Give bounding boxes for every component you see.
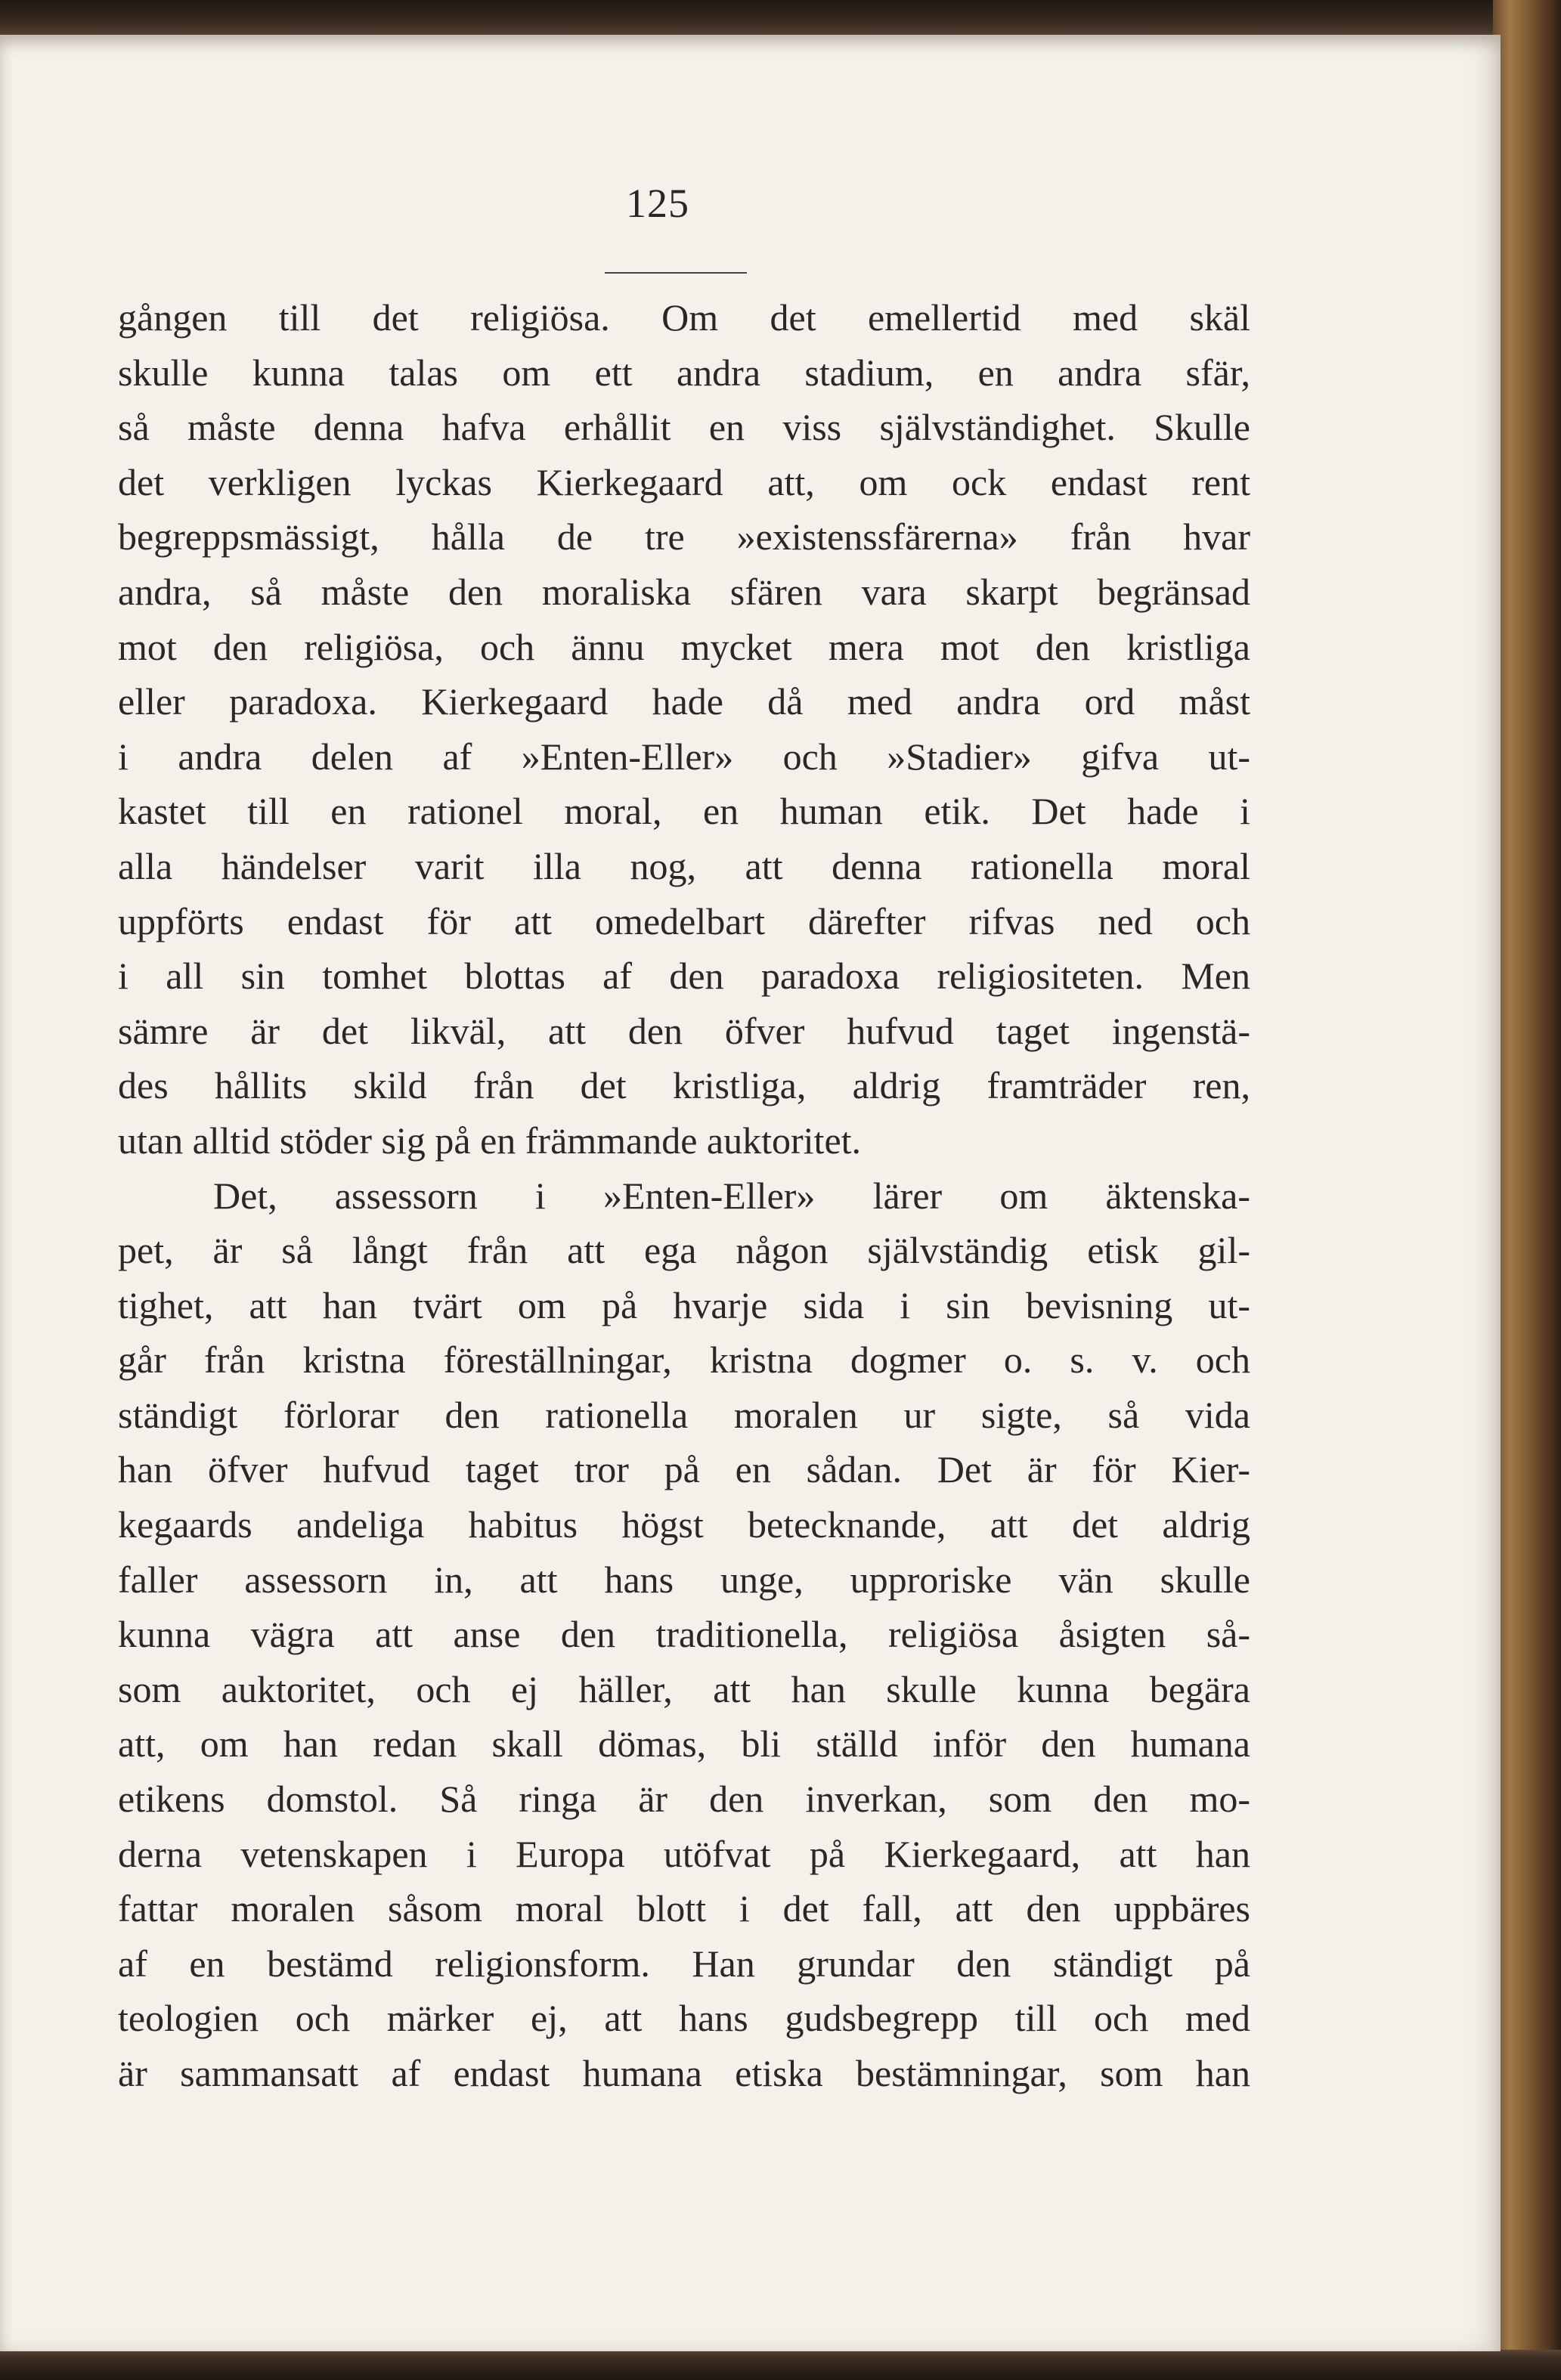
text-line: etikens domstol. Så ringa är den inverkan, som den mo- [118, 1778, 1250, 1821]
text-line: sämre är det likväl, att den öfver hufvud taget ingenstä- [118, 1009, 1250, 1052]
text-line: går från kristna föreställningar, kristna dogmer o. s. v. och [118, 1339, 1250, 1382]
text-line: gången till det religiösa. Om det emellertid med skäl [118, 296, 1250, 339]
text-line: som auktoritet, och ej häller, att han skulle kunna begära [118, 1667, 1250, 1710]
text-line: af en bestämd religionsform. Han grundar den ständigt på [118, 1942, 1250, 1985]
paragraph-end-line: utan alltid stöder sig på en främmande auktoritet. [118, 1119, 862, 1162]
text-line: tighet, att han tvärt om på hvarje sida i sin bevisning ut- [118, 1283, 1250, 1326]
text-line: det verkligen lyckas Kierkegaard att, om ock endast rent [118, 460, 1250, 503]
text-line: är sammansatt af endast humana etiska bestämningar, som han [118, 2052, 1250, 2094]
text-line: derna vetenskapen i Europa utöfvat på Kierkegaard, att han [118, 1832, 1250, 1875]
text-line: han öfver hufvud taget tror på en sådan. Det är för Kier- [118, 1448, 1250, 1491]
text-line: i all sin tomhet blottas af den paradoxa religiositeten. Men [118, 955, 1250, 998]
book-binding-top [0, 0, 1561, 39]
text-line: mot den religiösa, och ännu mycket mera mot den kristliga [118, 625, 1250, 668]
text-line: kastet till en rationel moral, en human etik. Det hade i [118, 790, 1250, 833]
page-number: 125 [626, 181, 689, 226]
text-line: skulle kunna talas om ett andra stadium, en andra sfär, [118, 351, 1250, 394]
book-binding-edge [1493, 0, 1561, 2380]
body-text [118, 290, 1250, 2101]
text-line: faller assessorn in, att hans unge, upproriske vän skulle [118, 1558, 1250, 1601]
paragraph-start-line: Det, assessorn i »Enten-Eller» lärer om äktenska- [213, 1174, 1250, 1217]
text-line: begreppsmässigt, hålla de tre »existenssfärerna» från hvar [118, 515, 1250, 559]
text-line: des hållits skild från det kristliga, aldrig framträder ren, [118, 1064, 1250, 1107]
text-line: fattar moralen såsom moral blott i det fall, att den uppbäres [118, 1887, 1250, 1930]
text-line: eller paradoxa. Kierkegaard hade då med andra ord måst [118, 680, 1250, 723]
text-line: kegaards andeliga habitus högst betecknande, att det aldrig [118, 1503, 1250, 1546]
text-line: pet, är så långt från att ega någon självständig etisk gil- [118, 1229, 1250, 1272]
text-line: uppförts endast för att omedelbart därefter rifvas ned och [118, 899, 1250, 942]
text-line: att, om han redan skall dömas, bli ställd inför den humana [118, 1722, 1250, 1766]
book-page [0, 35, 1501, 2351]
text-line: alla händelser varit illa nog, att denna rationella moral [118, 844, 1250, 887]
page-number-rule [605, 272, 747, 274]
text-line: kunna vägra att anse den traditionella, religiösa åsigten så- [118, 1613, 1250, 1656]
text-line: teologien och märker ej, att hans gudsbegrepp till och med [118, 1997, 1250, 2040]
text-line: så måste denna hafva erhållit en viss självständighet. Skulle [118, 406, 1250, 449]
text-line: andra, så måste den moraliska sfären vara skarpt begränsad [118, 570, 1250, 613]
book-binding-bottom [0, 2350, 1561, 2380]
text-line: i andra delen af »Enten-Eller» och »Stadier» gifva ut- [118, 735, 1250, 778]
text-line: ständigt förlorar den rationella moralen ur sigte, så vida [118, 1393, 1250, 1436]
